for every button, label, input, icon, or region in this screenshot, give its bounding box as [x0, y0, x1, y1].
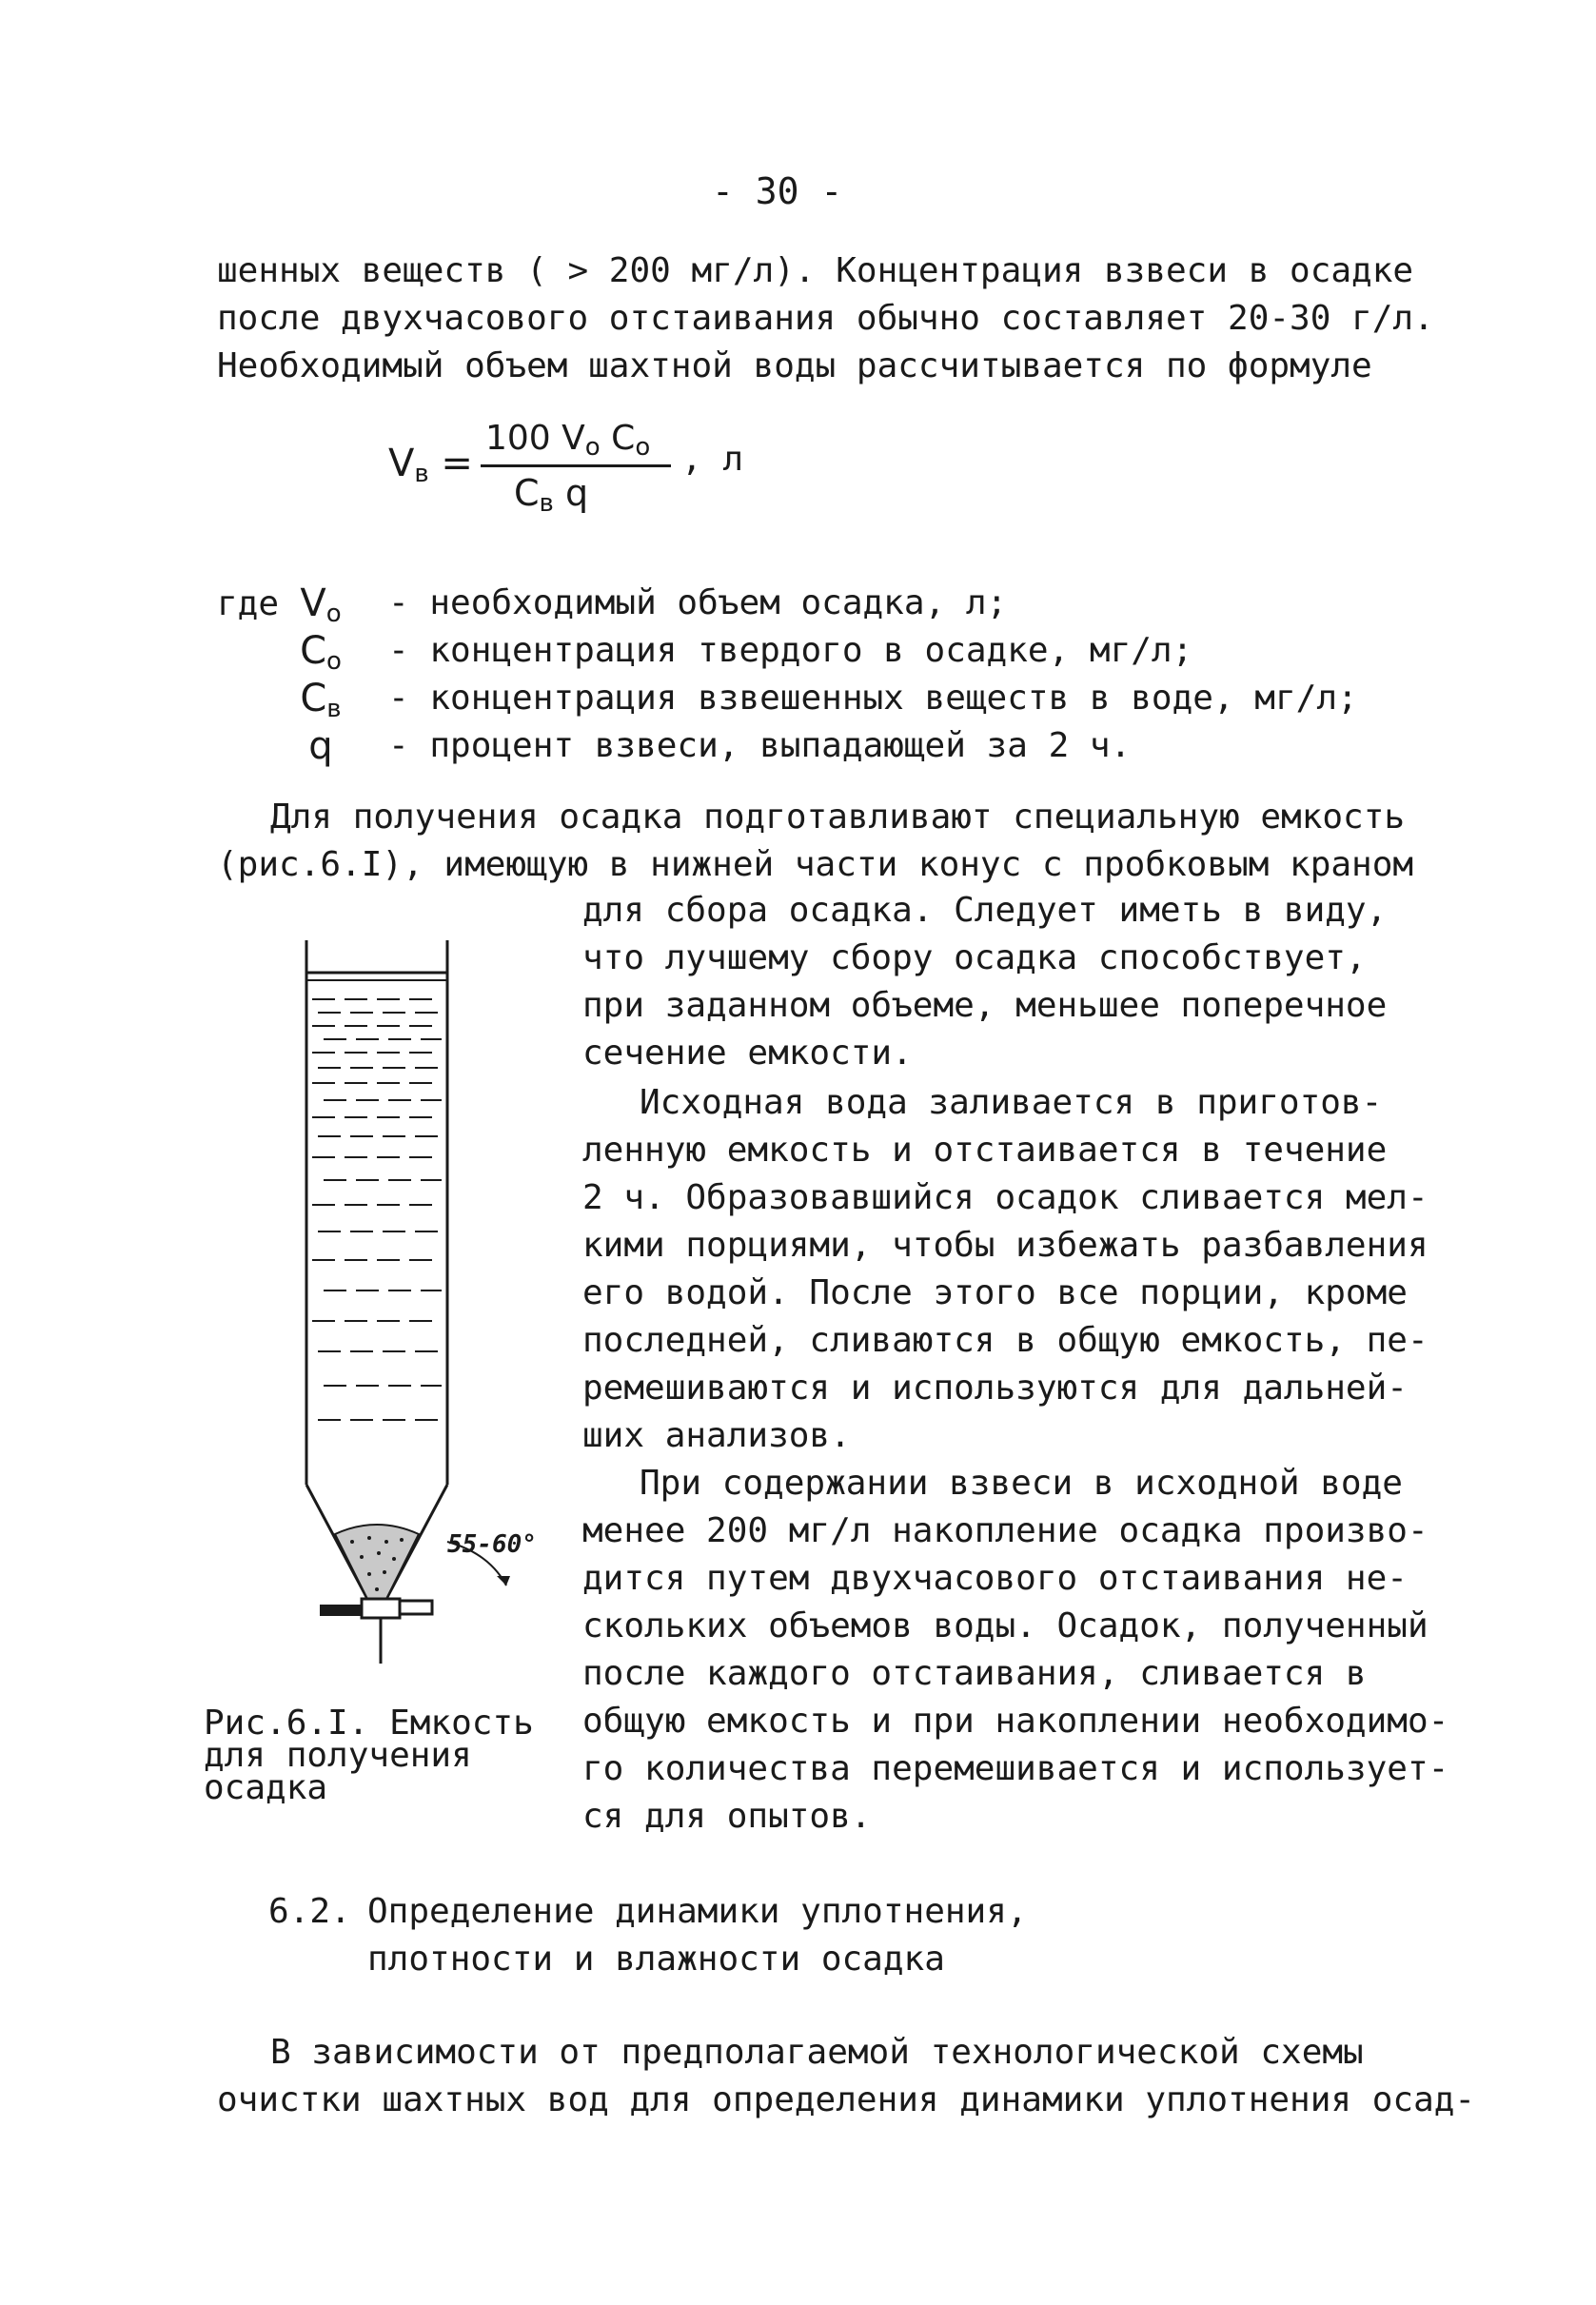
formula-unit: , л: [681, 440, 744, 479]
paragraph-line: сечение емкости.: [582, 1034, 913, 1073]
intro-line: после двухчасового отстаивания обычно составляет 20-30 г/л.: [217, 299, 1434, 338]
paragraph-line: скольких объемов воды. Осадок, полученный: [582, 1606, 1429, 1645]
intro-line: шенных веществ ( > 200 мг/л). Концентрация взвеси в осадке: [217, 251, 1414, 290]
paragraph-line: менее 200 мг/л накопление осадка произво-: [582, 1511, 1429, 1550]
paragraph-line: ся для опытов.: [582, 1797, 872, 1836]
paragraph-line: При содержании взвеси в исходной воде: [640, 1464, 1403, 1503]
where-symbol: q: [308, 724, 333, 768]
stopcock-grip: [320, 1605, 362, 1616]
paragraph-line: (рис.6.I), имеющую в нижней части конус с пробковым краном: [217, 845, 1414, 884]
intro-line: Необходимый объем шахтной воды рассчитывается по формуле: [217, 346, 1372, 385]
where-label: где: [217, 584, 280, 623]
paragraph-line: ремешиваются и используются для дальней-: [582, 1369, 1408, 1408]
where-description: - концентрация взвешенных веществ в воде, мг/л;: [388, 679, 1358, 718]
page-number: - 30 -: [712, 170, 843, 212]
formula-lhs: $V_в$ =: [388, 442, 473, 488]
paragraph-line: 2 ч. Образовавшийся осадок сливается мел-: [582, 1178, 1429, 1217]
figure-caption: Рис.6.I. Емкость: [204, 1704, 534, 1743]
where-description: - концентрация твердого в осадке, мг/л;: [388, 631, 1193, 670]
where-description: - процент взвеси, выпадающей за 2 ч.: [388, 726, 1132, 765]
paragraph-line: кими порциями, чтобы избежать разбавления: [582, 1226, 1429, 1265]
paragraph-line: после каждого отстаивания, сливается в: [582, 1654, 1367, 1693]
paragraph-line: Исходная вода заливается в приготов-: [640, 1083, 1383, 1122]
fraction-bar: [481, 464, 671, 467]
stopcock-handle: [400, 1601, 432, 1614]
paragraph-line: последней, сливаются в общую емкость, пе-: [582, 1321, 1429, 1360]
figure-caption: для получения: [204, 1736, 472, 1775]
paragraph-line: ших анализов.: [582, 1416, 851, 1455]
suspension-dashes: [312, 999, 442, 1420]
paragraph-line: при заданном объеме, меньшее поперечное: [582, 986, 1388, 1025]
formula-numerator: 100 $V_o$ $C_o$: [485, 419, 651, 462]
stopcock-body: [362, 1599, 400, 1618]
paragraph-line: Для получения осадка подготавливают специальную емкость: [270, 798, 1406, 837]
paragraph-line: его водой. После этого все порции, кроме: [582, 1273, 1408, 1312]
section-title: плотности и влажности осадка: [367, 1940, 945, 1979]
section-title: Определение динамики уплотнения,: [367, 1892, 1028, 1931]
paragraph-line: ленную емкость и отстаивается в течение: [582, 1131, 1388, 1170]
formula-denominator: $C_в$ q: [514, 472, 589, 518]
paragraph-line: очистки шахтных вод для определения динамики уплотнения осад-: [217, 2080, 1476, 2119]
figure-caption: осадка: [204, 1768, 328, 1807]
where-description: - необходимый объем осадка, л;: [388, 583, 1008, 622]
paragraph-line: общую емкость и при накоплении необходимо-: [582, 1702, 1449, 1741]
angle-label: 55-60°: [447, 1530, 537, 1559]
where-symbol: $C_в$: [300, 677, 342, 723]
section-number: 6.2.: [268, 1892, 351, 1931]
paragraph-line: го количества перемешивается и использует-: [582, 1749, 1449, 1788]
paragraph-line: что лучшему сбору осадка способствует,: [582, 938, 1367, 977]
paragraph-line: В зависимости от предполагаемой технологической схемы: [270, 2033, 1364, 2072]
paragraph-line: дится путем двухчасового отстаивания не-: [582, 1559, 1408, 1598]
where-symbol: $C_о$: [300, 629, 342, 676]
angle-arrow: [497, 1576, 510, 1586]
paragraph-line: для сбора осадка. Следует иметь в виду,: [582, 891, 1388, 930]
where-symbol: $V_о$: [300, 581, 342, 628]
